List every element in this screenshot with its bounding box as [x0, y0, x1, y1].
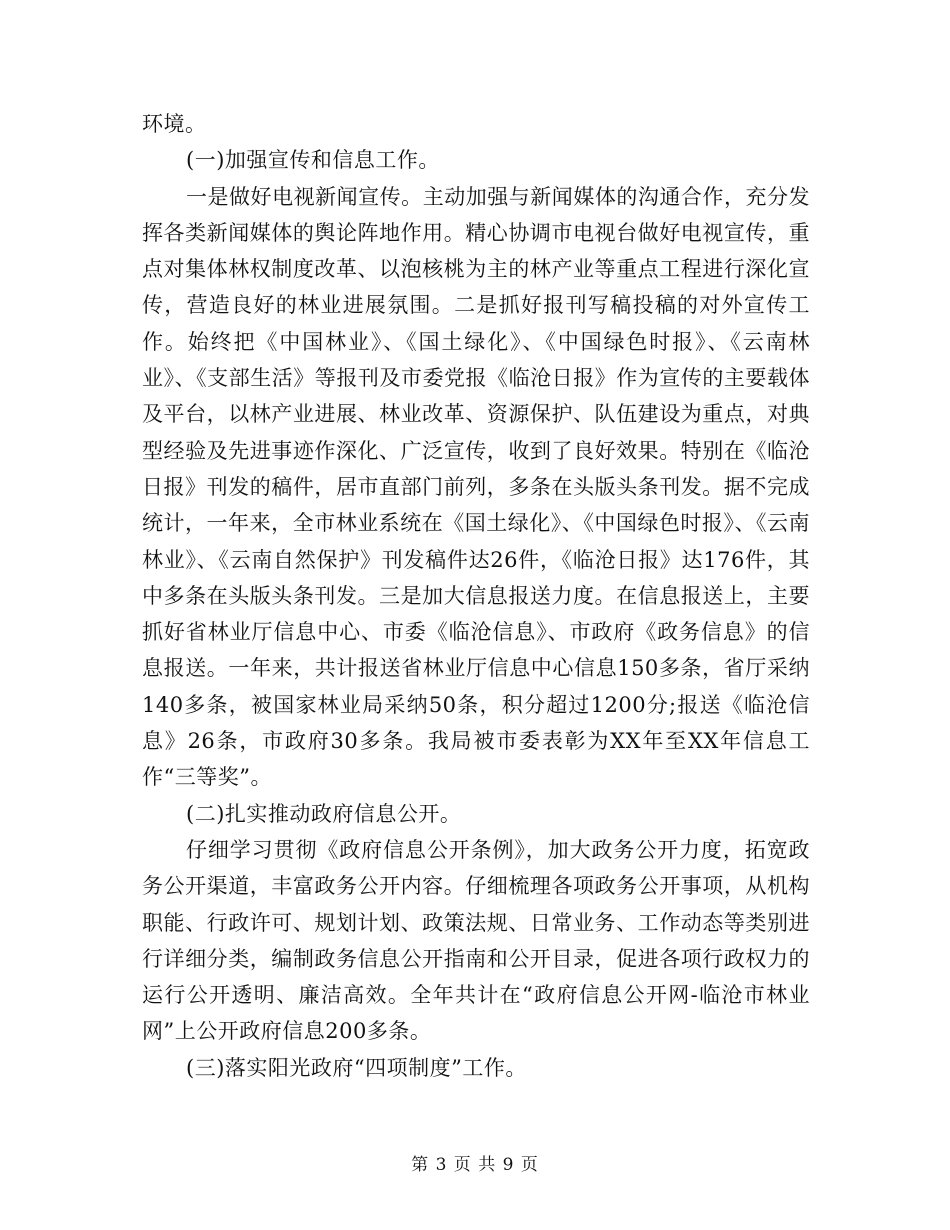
section-heading-3: (三)落实阳光政府“四项制度”工作。	[186, 1055, 527, 1080]
document-body	[142, 106, 810, 1086]
paragraph-info-disclosure: 仔细学习贯彻《政府信息公开条例》，加大政务公开力度，拓宽政务公开渠道，丰富政务公开内容。仔细梳理各项政务公开事项，从机构职能、行政许可、规划计划、政策法规、日常业务、工作动态等类别进行详细分类，编制政务信息公开指南和公开目录，促进各项行政权力的运行公开透明、廉洁高效。全年共计在“政府信息公开网-临沧市林业网”上公开政府信息200多条。	[142, 837, 810, 1044]
paragraph-publicity: 一是做好电视新闻宣传。主动加强与新闻媒体的沟通合作，充分发挥各类新闻媒体的舆论阵地作用。精心协调市电视台做好电视宣传，重点对集体林权制度改革、以泡核桃为主的林产业等重点工程进行深化宣传，营造良好的林业进展氛围。二是抓好报刊写稿投稿的对外宣传工作。始终把《中国林业》、《国土绿化》、《中国绿色时报》、《云南林业》、《支部生活》等报刊及市委党报《临沧日报》作为宣传的主要载体及平台，以林产业进展、林业改革、资源保护、队伍建设为重点，对典型经验及先进事迹作深化、广泛宣传，收到了良好效果。特别在《临沧日报》刊发的稿件，居市直部门前列，多条在头版头条刊发。据不完成统计，一年来，全市林业系统在《国土绿化》、《中国绿色时报》、《云南林业》、《云南自然保护》刊发稿件达26件，《临沧日报》达176件，其中多条在头版头条刊发。三是加大信息报送力度。在信息报送上，主要抓好省林业厅信息中心、市委《临沧信息》、市政府《政务信息》的信息报送。一年来，共计报送省林业厅信息中心信息150多条，省厅采纳140多条，被国家林业局采纳50条，积分超过1200分;报送《临沧信息》26条，市政府30多条。我局被市委表彰为XX年至XX年信息工作“三等奖”。	[142, 184, 810, 790]
section-heading-1: (一)加强宣传和信息工作。	[186, 148, 440, 173]
page-number-footer: 第 3 页 共 9 页	[411, 1155, 539, 1175]
paragraph-continuation: 环境。	[142, 112, 207, 136]
section-heading-2: (二)扎实推动政府信息公开。	[186, 801, 462, 826]
